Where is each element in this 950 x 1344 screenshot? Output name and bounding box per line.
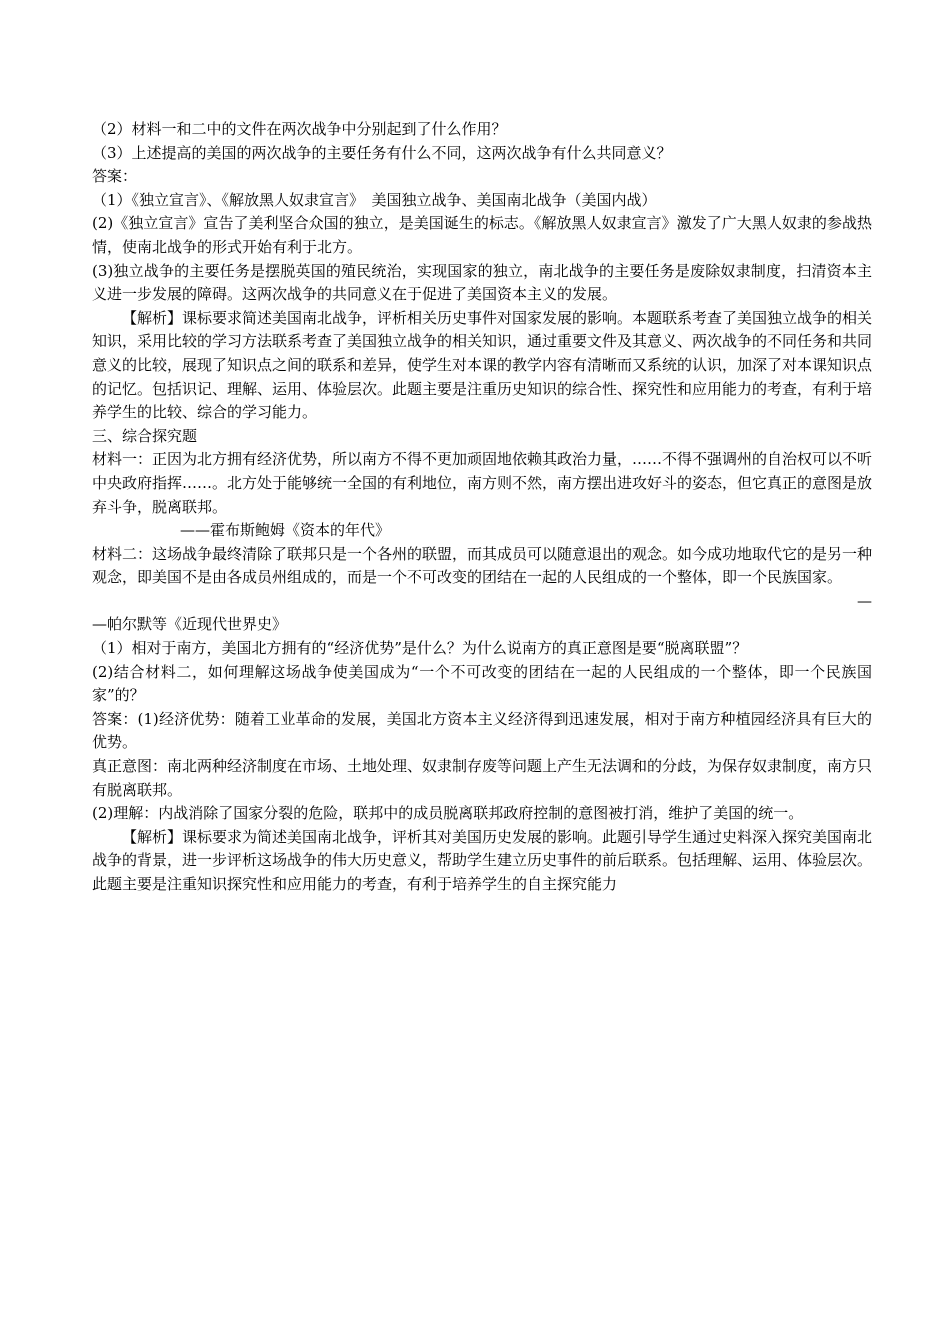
- answer-1: （1）《独立宣言》、《解放黑人奴隶宣言》 美国独立战争、美国南北战争（美国内战）: [92, 190, 657, 209]
- answer-heading: 答案：: [92, 167, 138, 186]
- material-1: 材料一：正因为北方拥有经济优势，所以南方不得不更加顽固地依赖其政治力量，……不得不强调州的自治权可以不听中央政府指挥……。北方处于能够统一全国的有利地位，南方则不然，南方摆出进攻好斗的姿态，但它真正的意图是放弃斗争，脱离联邦。: [92, 450, 873, 516]
- material-1-source: ——霍布斯鲍姆《资本的年代》: [180, 521, 391, 540]
- analysis-2: 【解析】课标要求为简述美国南北战争，评析其对美国历史发展的影响。此题引导学生通过史料深入探究美国南北战争的背景，进一步评析这场战争的伟大历史意义，帮助学生建立历史事件的前后联系。包括理解、运用、体验层次。此题主要是注重知识探究性和应用能力的考查，有利于培养学生的自主探究能力: [92, 827, 873, 893]
- question-b2: (2)结合材料二，如何理解这场战争使美国成为“一个不可改变的团结在一起的人民组成的一个整体，即一个民族国家”的？: [92, 662, 872, 705]
- section-heading: 三、综合探究题: [92, 426, 198, 445]
- analysis-1: 【解析】课标要求简述美国南北战争，评析相关历史事件对国家发展的影响。本题联系考查了美国独立战争的相关知识，采用比较的学习方法联系考查了美国独立战争的相关知识，通过重要文件及其意义、两次战争的不同任务和共同意义的比较，展现了知识点之间的联系和差异，使学生对本课的教学内容有清晰而又系统的认识，加深了对本课知识点的记忆。包括识记、理解、运用、体验层次。此题主要是注重历史知识的综合性、探究性和应用能力的考查，有利于培养学生的比较、综合的学习能力。: [92, 308, 873, 422]
- material-2-source: —帕尔默等《近现代世界史》: [92, 615, 288, 634]
- question-2: （2）材料一和二中的文件在两次战争中分别起到了什么作用？: [92, 120, 507, 138]
- answer-3: (3)独立战争的主要任务是摆脱英国的殖民统治，实现国家的独立，南北战争的主要任务是废除奴隶制度，扫清资本主义进一步发展的障碍。这两次战争的共同意义在于促进了美国资本主义的发展。: [92, 261, 872, 304]
- answer-b1: 答案：(1)经济优势：随着工业革命的发展，美国北方资本主义经济得到迅速发展，相对于南方种植园经济具有巨大的优势。: [92, 709, 872, 752]
- material-2: 材料二：这场战争最终清除了联邦只是一个各州的联盟，而其成员可以随意退出的观念。如今成功地取代它的是另一种观念，即美国不是由各成员州组成的，而是一个不可改变的团结在一起的人民组成的一个整体，即一个民族国家。: [92, 544, 873, 587]
- answer-b1-intent: 真正意图：南北两种经济制度在市场、土地处理、奴隶制存废等问题上产生无法调和的分歧，为保存奴隶制度，南方只有脱离联邦。: [92, 757, 873, 799]
- answer-b2: (2)理解：内战消除了国家分裂的危险，联邦中的成员脱离联邦政府控制的意图被打消，维护了美国的统一。: [92, 804, 804, 823]
- question-b1: （1）相对于南方，美国北方拥有的“经济优势”是什么？为什么说南方的真正意图是要“脱离联盟”？: [92, 639, 748, 658]
- material-2-dash: —: [857, 591, 872, 610]
- answer-2: (2)《独立宣言》宣告了美利坚合众国的独立，是美国诞生的标志。《解放黑人奴隶宣言》激发了广大黑人奴隶的参战热情，使南北战争的形式开始有利于北方。: [92, 214, 872, 256]
- question-3: （3）上述提高的美国的两次战争的主要任务有什么不同，这两次战争有什么共同意义？: [92, 143, 672, 162]
- document-page: [92, 118, 872, 897]
